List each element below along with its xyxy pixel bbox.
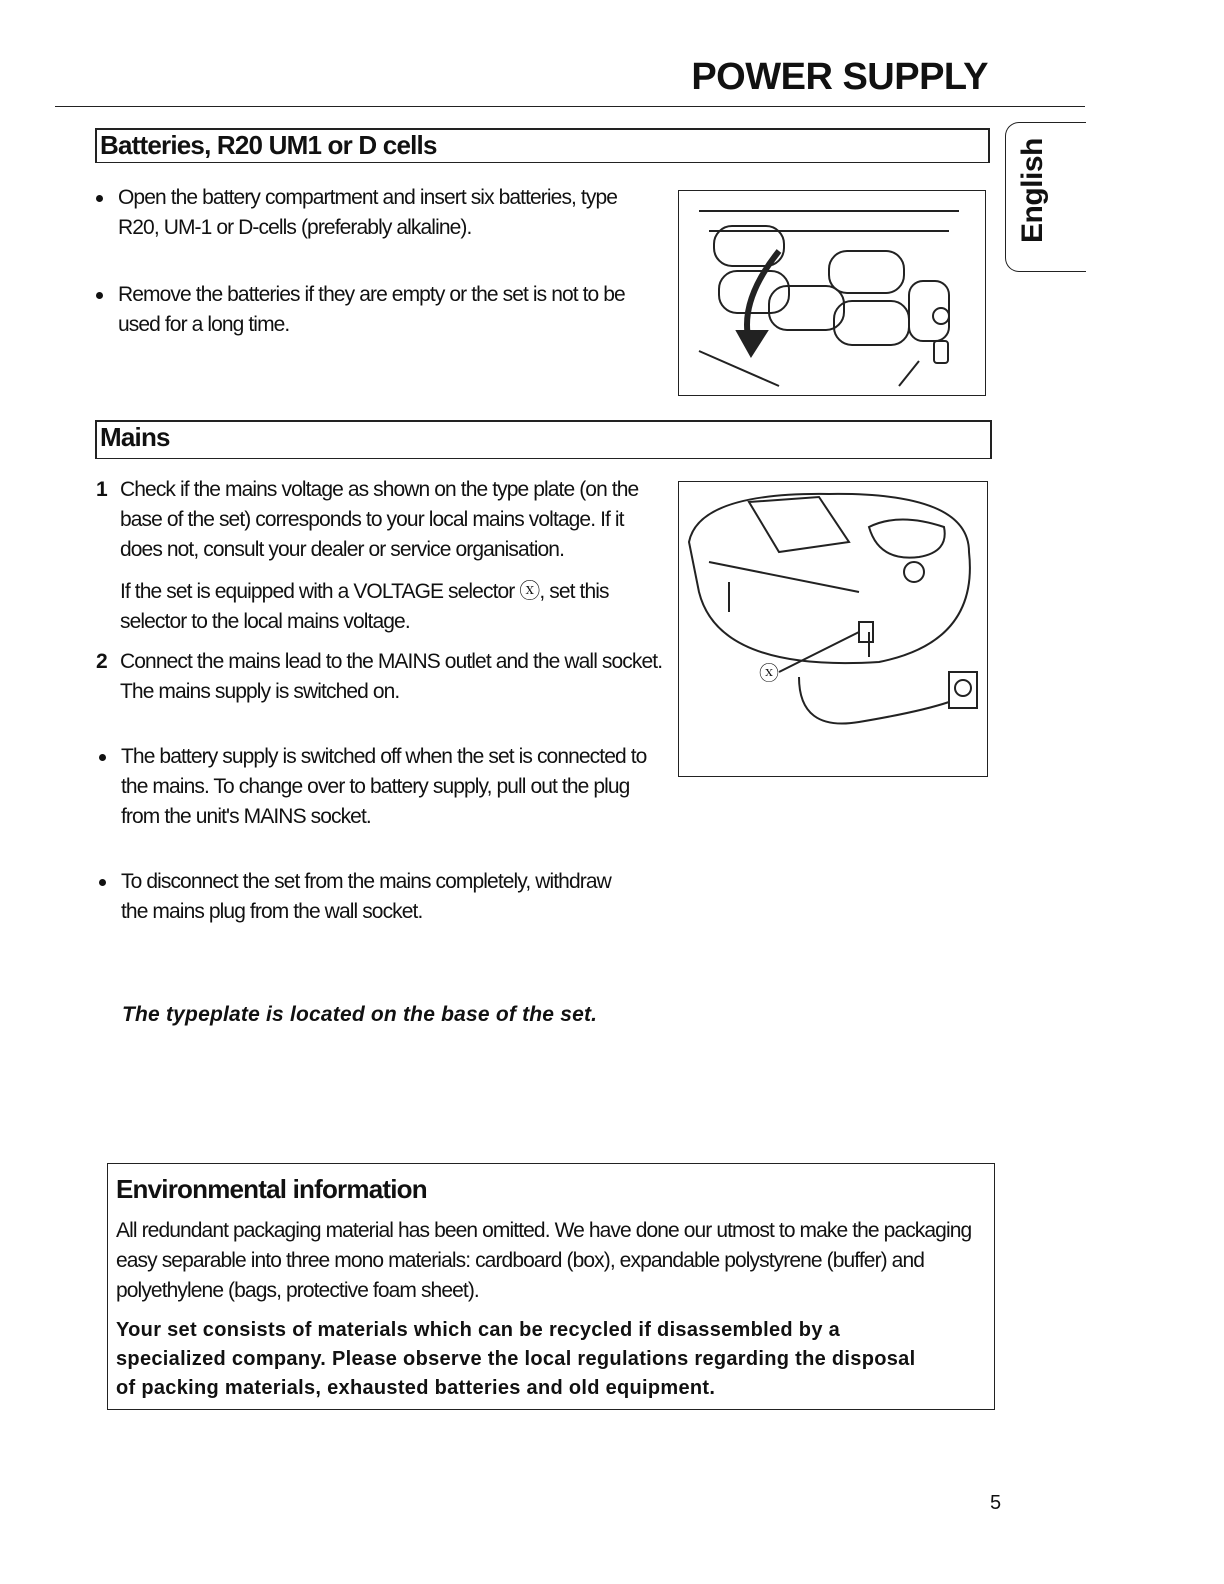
header-rule [55, 106, 1085, 107]
line: Connect the mains lead to the MAINS outlet and the wall socket. [120, 650, 663, 673]
line: base of the set) corresponds to your local mains voltage. If it [120, 508, 624, 531]
batteries-bullet-2 [96, 280, 625, 340]
line: Remove the batteries if they are empty or the set is not to be [118, 283, 625, 306]
mains-connection-illustration [678, 481, 988, 777]
environmental-info-box [107, 1163, 995, 1410]
mains-bullet-2 [99, 867, 611, 927]
environmental-text [116, 1216, 986, 1306]
line: All redundant packaging material has been omitted. We have done our utmost to make the packaging [116, 1219, 972, 1242]
language-tab [1005, 122, 1086, 272]
line: Check if the mains voltage as shown on the type plate (on the [120, 478, 639, 501]
line: To disconnect the set from the mains completely, withdraw [121, 870, 611, 893]
line: the mains plug from the wall socket. [121, 900, 423, 923]
batteries-heading: Batteries, R20 UM1 or D cells [95, 128, 990, 163]
language-label: English [1016, 138, 1049, 243]
recycling-notice [116, 1316, 986, 1403]
line: R20, UM-1 or D-cells (preferably alkaline). [118, 216, 472, 239]
page-number: 5 [990, 1492, 1002, 1514]
line: the mains. To change over to battery supply, pull out the plug [121, 775, 630, 798]
line: does not, consult your dealer or service organisation. [120, 538, 565, 561]
line: If the set is equipped with a VOLTAGE selector ⓧ, set this [120, 580, 609, 603]
line: used for a long time. [118, 313, 290, 336]
page-title: POWER SUPPLY [691, 56, 988, 98]
line: The mains supply is switched on. [120, 680, 400, 703]
step-number: 1 [96, 478, 107, 501]
step-number: 2 [96, 650, 107, 673]
mains-step-2 [96, 647, 663, 707]
line: specialized company. Please observe the local regulations regarding the disposal [116, 1348, 916, 1370]
line: easy separable into three mono materials: cardboard (box), expandable polystyrene (buffer) and [116, 1249, 925, 1272]
line: The battery supply is switched off when the set is connected to [121, 745, 647, 768]
battery-compartment-illustration [678, 190, 986, 396]
mains-heading: Mains [95, 420, 992, 459]
line: from the unit's MAINS socket. [121, 805, 371, 828]
batteries-bullet-1 [96, 183, 617, 243]
line: Your set consists of materials which can be recycled if disassembled by a [116, 1319, 841, 1341]
typeplate-note: The typeplate is located on the base of the set. [122, 1003, 598, 1026]
line: Open the battery compartment and insert six batteries, type [118, 186, 618, 209]
voltage-selector-label: ⓧ [759, 663, 779, 685]
mains-bullet-1 [99, 742, 646, 832]
environmental-heading: Environmental information [116, 1174, 427, 1204]
mains-step-1 [96, 475, 639, 637]
line: selector to the local mains voltage. [120, 610, 410, 633]
line: polyethylene (bags, protective foam sheet). [116, 1279, 479, 1302]
line: of packing materials, exhausted batteries and old equipment. [116, 1377, 716, 1399]
